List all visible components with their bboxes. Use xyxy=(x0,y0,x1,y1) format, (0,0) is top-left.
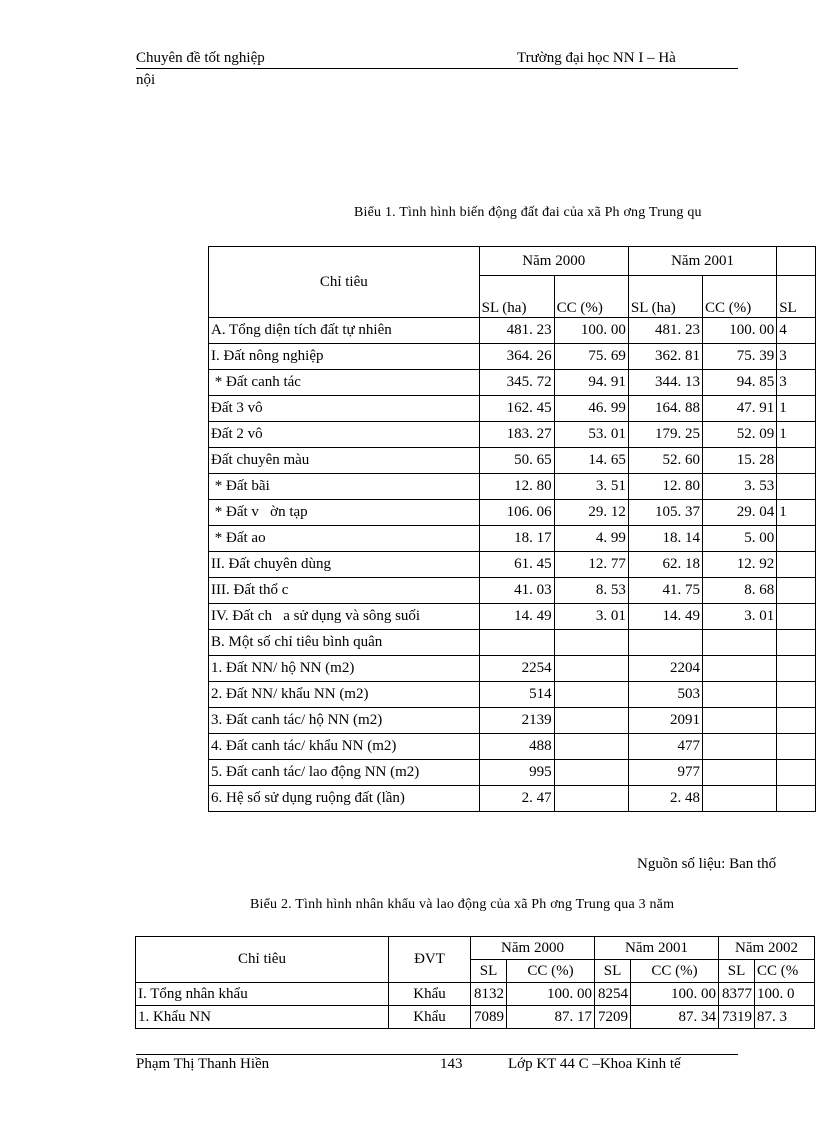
cell-value: 481. 23 xyxy=(628,318,702,344)
sl-header: SL xyxy=(471,960,507,983)
cell-value xyxy=(777,656,816,682)
sl-header: SL xyxy=(719,960,755,983)
cell-value: 100. 00 xyxy=(631,983,719,1006)
table-row xyxy=(209,682,816,708)
cell-value xyxy=(777,760,816,786)
cell-value: 162. 45 xyxy=(479,396,554,422)
cell-value: 488 xyxy=(479,734,554,760)
cell-value: 15. 28 xyxy=(703,448,777,474)
cell-value: 1 xyxy=(777,500,816,526)
table-row xyxy=(209,552,816,578)
cell-value: 5. 00 xyxy=(703,526,777,552)
cc-header: CC (%) xyxy=(703,276,777,318)
cell-value xyxy=(777,578,816,604)
table-row xyxy=(209,448,816,474)
row-label: Đất 3 vô xyxy=(209,396,480,422)
cell-value: 12. 80 xyxy=(628,474,702,500)
page-number: 143 xyxy=(440,1056,463,1072)
row-label: 1. Đất NN/ hộ NN (m2) xyxy=(209,656,480,682)
footer-class: Lớp KT 44 C –Khoa Kinh tế xyxy=(508,1056,681,1072)
cell-value xyxy=(777,734,816,760)
table-row xyxy=(136,983,815,1006)
cell-value: 100. 0 xyxy=(755,983,815,1006)
row-unit: Khẩu xyxy=(389,983,471,1006)
sl-header: SL (ha) xyxy=(479,276,554,318)
table-row xyxy=(209,578,816,604)
row-label: 3. Đất canh tác/ hộ NN (m2) xyxy=(209,708,480,734)
cell-value: 41. 75 xyxy=(628,578,702,604)
cell-value: 8. 68 xyxy=(703,578,777,604)
cell-value: 52. 60 xyxy=(628,448,702,474)
unit-header: ĐVT xyxy=(389,937,471,983)
population-table xyxy=(135,936,815,1029)
cc-header: CC (%) xyxy=(507,960,595,983)
cell-value: 345. 72 xyxy=(479,370,554,396)
header-right-cont: nội xyxy=(136,72,156,88)
year-2002-header: Năm 2002 xyxy=(719,937,815,960)
cell-value: 62. 18 xyxy=(628,552,702,578)
cell-value: 179. 25 xyxy=(628,422,702,448)
cell-value: 50. 65 xyxy=(479,448,554,474)
table-row xyxy=(209,474,816,500)
table-row xyxy=(209,630,816,656)
row-label: * Đất bãi xyxy=(209,474,480,500)
cell-value xyxy=(703,708,777,734)
cell-value: 164. 88 xyxy=(628,396,702,422)
cell-value: 995 xyxy=(479,760,554,786)
cell-value: 87. 34 xyxy=(631,1006,719,1029)
year-2002-header-cut xyxy=(777,247,816,276)
cell-value xyxy=(554,682,628,708)
cell-value: 344. 13 xyxy=(628,370,702,396)
cell-value xyxy=(554,656,628,682)
cell-value xyxy=(703,734,777,760)
cell-value: 4 xyxy=(777,318,816,344)
row-label: I. Đất nông nghiệp xyxy=(209,344,480,370)
cc-header-cut: CC (% xyxy=(755,960,815,983)
row-label: 2. Đất NN/ khẩu NN (m2) xyxy=(209,682,480,708)
cell-value: 3. 53 xyxy=(703,474,777,500)
cell-value: 52. 09 xyxy=(703,422,777,448)
cell-value: 14. 49 xyxy=(479,604,554,630)
row-label: I. Tổng nhân khẩu xyxy=(136,983,389,1006)
row-label: Đất chuyên màu xyxy=(209,448,480,474)
header-rule xyxy=(136,68,738,69)
row-label: IV. Đất ch a sử dụng và sông suối xyxy=(209,604,480,630)
row-label: 5. Đất canh tác/ lao động NN (m2) xyxy=(209,760,480,786)
row-unit: Khẩu xyxy=(389,1006,471,1029)
cell-value xyxy=(777,552,816,578)
cell-value: 1 xyxy=(777,422,816,448)
cell-value: 2204 xyxy=(628,656,702,682)
cell-value: 75. 69 xyxy=(554,344,628,370)
cell-value xyxy=(479,630,554,656)
cell-value: 12. 77 xyxy=(554,552,628,578)
cell-value: 53. 01 xyxy=(554,422,628,448)
row-label: 1. Khẩu NN xyxy=(136,1006,389,1029)
cell-value: 87. 3 xyxy=(755,1006,815,1029)
cell-value: 3. 51 xyxy=(554,474,628,500)
cell-value xyxy=(554,786,628,812)
cell-value: 94. 85 xyxy=(703,370,777,396)
row-label: Đất 2 vô xyxy=(209,422,480,448)
cell-value xyxy=(554,708,628,734)
cell-value xyxy=(628,630,702,656)
row-label: * Đất ao xyxy=(209,526,480,552)
cell-value xyxy=(554,630,628,656)
cell-value xyxy=(554,760,628,786)
land-table xyxy=(208,246,816,812)
cell-value: 12. 80 xyxy=(479,474,554,500)
header-left: Chuyên đề tốt nghiệp xyxy=(136,50,265,66)
cell-value: 3 xyxy=(777,370,816,396)
table-row xyxy=(209,344,816,370)
cell-value: 1 xyxy=(777,396,816,422)
cell-value: 46. 99 xyxy=(554,396,628,422)
cell-value: 183. 27 xyxy=(479,422,554,448)
cell-value: 75. 39 xyxy=(703,344,777,370)
table-row xyxy=(209,318,816,344)
cell-value xyxy=(777,526,816,552)
table-row xyxy=(136,1006,815,1029)
cell-value: 61. 45 xyxy=(479,552,554,578)
cell-value: 977 xyxy=(628,760,702,786)
table2-caption: Biểu 2. Tình hình nhân khẩu và lao động của xã Ph ơng Trung qua 3 năm xyxy=(250,897,675,912)
table-row xyxy=(209,734,816,760)
header-right: Trường đại học NN I – Hà xyxy=(517,50,676,66)
col-indicator-header: Chỉ tiêu xyxy=(209,247,480,318)
cell-value xyxy=(703,786,777,812)
cell-value: 94. 91 xyxy=(554,370,628,396)
cell-value: 87. 17 xyxy=(507,1006,595,1029)
cell-value: 364. 26 xyxy=(479,344,554,370)
row-label: III. Đất thổ c xyxy=(209,578,480,604)
cell-value xyxy=(703,682,777,708)
cell-value: 4. 99 xyxy=(554,526,628,552)
cell-value: 41. 03 xyxy=(479,578,554,604)
cell-value: 2. 47 xyxy=(479,786,554,812)
row-label: II. Đất chuyên dùng xyxy=(209,552,480,578)
cell-value: 100. 00 xyxy=(703,318,777,344)
cell-value xyxy=(703,656,777,682)
cell-value xyxy=(777,604,816,630)
cell-value: 100. 00 xyxy=(554,318,628,344)
year-2001-header: Năm 2001 xyxy=(595,937,719,960)
source-note: Nguồn số liệu: Ban thố xyxy=(637,856,777,872)
sl-header: SL (ha) xyxy=(628,276,702,318)
footer-author: Phạm Thị Thanh Hiền xyxy=(136,1056,270,1072)
table-row xyxy=(209,500,816,526)
cell-value xyxy=(777,630,816,656)
row-label: * Đất canh tác xyxy=(209,370,480,396)
cell-value: 105. 37 xyxy=(628,500,702,526)
cell-value: 503 xyxy=(628,682,702,708)
cell-value: 3. 01 xyxy=(703,604,777,630)
cell-value: 100. 00 xyxy=(507,983,595,1006)
cell-value: 7319 xyxy=(719,1006,755,1029)
table-row xyxy=(209,708,816,734)
col-indicator-header: Chỉ tiêu xyxy=(136,937,389,983)
table-row xyxy=(209,422,816,448)
sl-header-cut: SL xyxy=(777,276,816,318)
cell-value: 29. 04 xyxy=(703,500,777,526)
table-row xyxy=(209,656,816,682)
cell-value: 106. 06 xyxy=(479,500,554,526)
row-label: A. Tổng diện tích đất tự nhiên xyxy=(209,318,480,344)
cell-value xyxy=(777,474,816,500)
cell-value: 2. 48 xyxy=(628,786,702,812)
cell-value: 7209 xyxy=(595,1006,631,1029)
year-2000-header: Năm 2000 xyxy=(471,937,595,960)
row-label: 4. Đất canh tác/ khẩu NN (m2) xyxy=(209,734,480,760)
table-row xyxy=(209,396,816,422)
year-2000-header: Năm 2000 xyxy=(479,247,628,276)
cell-value: 3. 01 xyxy=(554,604,628,630)
row-label: 6. Hệ số sử dụng ruộng đất (lần) xyxy=(209,786,480,812)
cell-value: 8254 xyxy=(595,983,631,1006)
cell-value: 8377 xyxy=(719,983,755,1006)
cell-value: 14. 49 xyxy=(628,604,702,630)
cell-value: 2139 xyxy=(479,708,554,734)
cell-value xyxy=(703,760,777,786)
table-row xyxy=(209,786,816,812)
cell-value: 2091 xyxy=(628,708,702,734)
cell-value: 362. 81 xyxy=(628,344,702,370)
cell-value xyxy=(703,630,777,656)
cell-value: 18. 14 xyxy=(628,526,702,552)
cell-value: 477 xyxy=(628,734,702,760)
cell-value xyxy=(777,682,816,708)
table-row xyxy=(209,760,816,786)
cell-value: 18. 17 xyxy=(479,526,554,552)
cell-value: 29. 12 xyxy=(554,500,628,526)
cell-value: 12. 92 xyxy=(703,552,777,578)
cell-value: 3 xyxy=(777,344,816,370)
cell-value: 514 xyxy=(479,682,554,708)
year-2001-header: Năm 2001 xyxy=(628,247,776,276)
cell-value: 8. 53 xyxy=(554,578,628,604)
cell-value: 8132 xyxy=(471,983,507,1006)
cell-value xyxy=(554,734,628,760)
cell-value: 14. 65 xyxy=(554,448,628,474)
row-label: B. Một số chỉ tiêu bình quân xyxy=(209,630,480,656)
cell-value: 2254 xyxy=(479,656,554,682)
footer-rule xyxy=(136,1054,738,1055)
cell-value: 47. 91 xyxy=(703,396,777,422)
cell-value xyxy=(777,786,816,812)
table-row xyxy=(209,370,816,396)
cc-header: CC (%) xyxy=(554,276,628,318)
row-label: * Đất v ờn tạp xyxy=(209,500,480,526)
table-row xyxy=(209,526,816,552)
cell-value xyxy=(777,448,816,474)
sl-header: SL xyxy=(595,960,631,983)
table1-caption: Biểu 1. Tình hình biến động đất đai của xã Ph ơng Trung qu xyxy=(354,205,702,220)
cell-value: 481. 23 xyxy=(479,318,554,344)
cc-header: CC (%) xyxy=(631,960,719,983)
table-row xyxy=(209,604,816,630)
cell-value xyxy=(777,708,816,734)
cell-value: 7089 xyxy=(471,1006,507,1029)
